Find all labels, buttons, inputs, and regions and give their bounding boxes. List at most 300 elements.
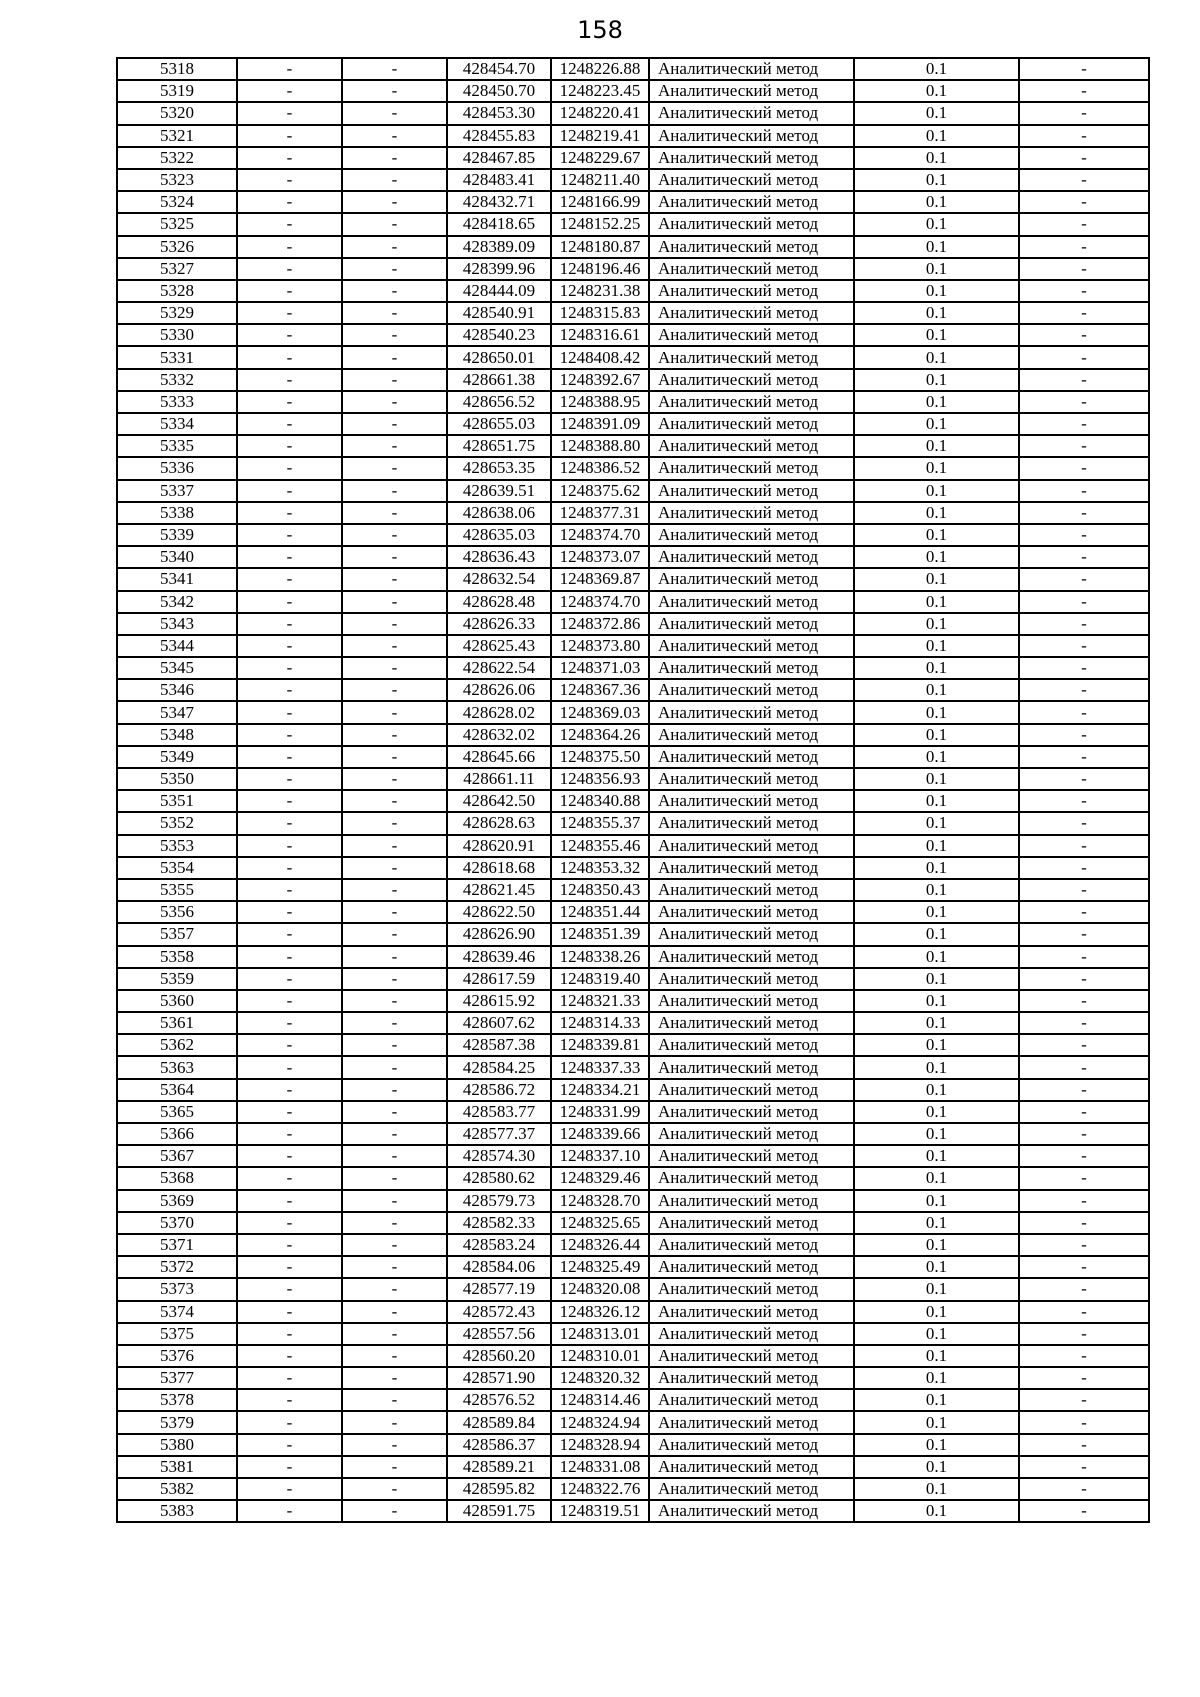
- point-number-cell: 5364: [117, 1079, 237, 1101]
- point-number-cell: 5323: [117, 169, 237, 191]
- method-cell: Аналитический метод: [649, 1101, 854, 1123]
- point-number-cell: 5346: [117, 679, 237, 701]
- x-coordinate-cell: 428450.70: [447, 80, 551, 102]
- dash-cell: -: [342, 236, 447, 258]
- x-coordinate-cell: 428635.03: [447, 524, 551, 546]
- point-number-cell: 5373: [117, 1278, 237, 1300]
- method-cell: Аналитический метод: [649, 1500, 854, 1522]
- dash-cell: -: [1019, 369, 1149, 391]
- point-number-cell: 5321: [117, 125, 237, 147]
- point-number-cell: 5369: [117, 1190, 237, 1212]
- x-coordinate-cell: 428650.01: [447, 346, 551, 368]
- method-cell: Аналитический метод: [649, 435, 854, 457]
- point-number-cell: 5343: [117, 613, 237, 635]
- dash-cell: -: [237, 413, 342, 435]
- x-coordinate-cell: 428651.75: [447, 435, 551, 457]
- table-row: [117, 1389, 1149, 1411]
- x-coordinate-cell: 428453.30: [447, 102, 551, 124]
- table-row: [117, 923, 1149, 945]
- method-cell: Аналитический метод: [649, 1190, 854, 1212]
- coordinates-table: [116, 57, 1150, 1523]
- point-number-cell: 5372: [117, 1256, 237, 1278]
- dash-cell: -: [342, 790, 447, 812]
- dash-cell: -: [1019, 1167, 1149, 1189]
- precision-cell: 0.1: [854, 369, 1019, 391]
- dash-cell: -: [342, 1500, 447, 1522]
- method-cell: Аналитический метод: [649, 857, 854, 879]
- point-number-cell: 5353: [117, 835, 237, 857]
- table-row: [117, 724, 1149, 746]
- table-row: [117, 191, 1149, 213]
- dash-cell: -: [1019, 280, 1149, 302]
- table-row: [117, 968, 1149, 990]
- x-coordinate-cell: 428577.37: [447, 1123, 551, 1145]
- method-cell: Аналитический метод: [649, 679, 854, 701]
- dash-cell: -: [237, 435, 342, 457]
- dash-cell: -: [237, 369, 342, 391]
- x-coordinate-cell: 428454.70: [447, 58, 551, 80]
- dash-cell: -: [237, 1034, 342, 1056]
- x-coordinate-cell: 428622.50: [447, 901, 551, 923]
- dash-cell: -: [1019, 1500, 1149, 1522]
- method-cell: Аналитический метод: [649, 524, 854, 546]
- point-number-cell: 5357: [117, 923, 237, 945]
- dash-cell: -: [342, 635, 447, 657]
- dash-cell: -: [237, 679, 342, 701]
- table-row: [117, 369, 1149, 391]
- dash-cell: -: [342, 1256, 447, 1278]
- y-coordinate-cell: 1248339.66: [551, 1123, 649, 1145]
- dash-cell: -: [237, 1500, 342, 1522]
- x-coordinate-cell: 428586.72: [447, 1079, 551, 1101]
- precision-cell: 0.1: [854, 901, 1019, 923]
- method-cell: Аналитический метод: [649, 1034, 854, 1056]
- precision-cell: 0.1: [854, 391, 1019, 413]
- x-coordinate-cell: 428607.62: [447, 1012, 551, 1034]
- method-cell: Аналитический метод: [649, 102, 854, 124]
- method-cell: Аналитический метод: [649, 169, 854, 191]
- point-number-cell: 5366: [117, 1123, 237, 1145]
- point-number-cell: 5325: [117, 213, 237, 235]
- precision-cell: 0.1: [854, 1101, 1019, 1123]
- y-coordinate-cell: 1248220.41: [551, 102, 649, 124]
- y-coordinate-cell: 1248373.80: [551, 635, 649, 657]
- table-row: [117, 324, 1149, 346]
- dash-cell: -: [1019, 1256, 1149, 1278]
- method-cell: Аналитический метод: [649, 923, 854, 945]
- precision-cell: 0.1: [854, 879, 1019, 901]
- y-coordinate-cell: 1248337.33: [551, 1056, 649, 1078]
- x-coordinate-cell: 428576.52: [447, 1389, 551, 1411]
- precision-cell: 0.1: [854, 435, 1019, 457]
- y-coordinate-cell: 1248328.70: [551, 1190, 649, 1212]
- precision-cell: 0.1: [854, 1234, 1019, 1256]
- dash-cell: -: [342, 302, 447, 324]
- method-cell: Аналитический метод: [649, 58, 854, 80]
- y-coordinate-cell: 1248324.94: [551, 1411, 649, 1433]
- x-coordinate-cell: 428418.65: [447, 213, 551, 235]
- dash-cell: -: [342, 746, 447, 768]
- table-row: [117, 1079, 1149, 1101]
- y-coordinate-cell: 1248322.76: [551, 1478, 649, 1500]
- table-row: [117, 1323, 1149, 1345]
- table-row: [117, 1345, 1149, 1367]
- point-number-cell: 5324: [117, 191, 237, 213]
- dash-cell: -: [1019, 857, 1149, 879]
- precision-cell: 0.1: [854, 591, 1019, 613]
- precision-cell: 0.1: [854, 968, 1019, 990]
- method-cell: Аналитический метод: [649, 324, 854, 346]
- dash-cell: -: [342, 1123, 447, 1145]
- point-number-cell: 5370: [117, 1212, 237, 1234]
- table-row: [117, 1500, 1149, 1522]
- precision-cell: 0.1: [854, 1212, 1019, 1234]
- dash-cell: -: [237, 1411, 342, 1433]
- y-coordinate-cell: 1248408.42: [551, 346, 649, 368]
- dash-cell: -: [1019, 302, 1149, 324]
- dash-cell: -: [1019, 502, 1149, 524]
- point-number-cell: 5331: [117, 346, 237, 368]
- dash-cell: -: [237, 701, 342, 723]
- dash-cell: -: [237, 391, 342, 413]
- table-row: [117, 1478, 1149, 1500]
- x-coordinate-cell: 428628.48: [447, 591, 551, 613]
- table-row: [117, 480, 1149, 502]
- dash-cell: -: [342, 1389, 447, 1411]
- dash-cell: -: [342, 1301, 447, 1323]
- dash-cell: -: [342, 568, 447, 590]
- precision-cell: 0.1: [854, 1190, 1019, 1212]
- precision-cell: 0.1: [854, 1389, 1019, 1411]
- method-cell: Аналитический метод: [649, 591, 854, 613]
- table-row: [117, 391, 1149, 413]
- method-cell: Аналитический метод: [649, 258, 854, 280]
- table-row: [117, 701, 1149, 723]
- x-coordinate-cell: 428589.21: [447, 1456, 551, 1478]
- point-number-cell: 5378: [117, 1389, 237, 1411]
- dash-cell: -: [237, 1456, 342, 1478]
- dash-cell: -: [1019, 1212, 1149, 1234]
- y-coordinate-cell: 1248391.09: [551, 413, 649, 435]
- table-row: [117, 1145, 1149, 1167]
- point-number-cell: 5347: [117, 701, 237, 723]
- method-cell: Аналитический метод: [649, 502, 854, 524]
- point-number-cell: 5363: [117, 1056, 237, 1078]
- point-number-cell: 5319: [117, 80, 237, 102]
- dash-cell: -: [237, 480, 342, 502]
- precision-cell: 0.1: [854, 1167, 1019, 1189]
- dash-cell: -: [237, 1190, 342, 1212]
- point-number-cell: 5320: [117, 102, 237, 124]
- dash-cell: -: [1019, 236, 1149, 258]
- method-cell: Аналитический метод: [649, 768, 854, 790]
- method-cell: Аналитический метод: [649, 1234, 854, 1256]
- dash-cell: -: [237, 324, 342, 346]
- precision-cell: 0.1: [854, 857, 1019, 879]
- precision-cell: 0.1: [854, 1411, 1019, 1433]
- table-row: [117, 1212, 1149, 1234]
- dash-cell: -: [237, 613, 342, 635]
- dash-cell: -: [237, 835, 342, 857]
- table-row: [117, 346, 1149, 368]
- method-cell: Аналитический метод: [649, 1056, 854, 1078]
- y-coordinate-cell: 1248388.80: [551, 435, 649, 457]
- dash-cell: -: [342, 480, 447, 502]
- precision-cell: 0.1: [854, 1056, 1019, 1078]
- precision-cell: 0.1: [854, 191, 1019, 213]
- dash-cell: -: [237, 724, 342, 746]
- method-cell: Аналитический метод: [649, 213, 854, 235]
- dash-cell: -: [342, 657, 447, 679]
- point-number-cell: 5336: [117, 457, 237, 479]
- method-cell: Аналитический метод: [649, 812, 854, 834]
- method-cell: Аналитический метод: [649, 946, 854, 968]
- y-coordinate-cell: 1248231.38: [551, 280, 649, 302]
- method-cell: Аналитический метод: [649, 1345, 854, 1367]
- table-row: [117, 147, 1149, 169]
- dash-cell: -: [237, 1278, 342, 1300]
- method-cell: Аналитический метод: [649, 790, 854, 812]
- method-cell: Аналитический метод: [649, 1079, 854, 1101]
- coordinates-table-body: [117, 58, 1149, 1522]
- method-cell: Аналитический метод: [649, 1367, 854, 1389]
- precision-cell: 0.1: [854, 1012, 1019, 1034]
- point-number-cell: 5367: [117, 1145, 237, 1167]
- y-coordinate-cell: 1248226.88: [551, 58, 649, 80]
- dash-cell: -: [1019, 480, 1149, 502]
- dash-cell: -: [237, 1123, 342, 1145]
- dash-cell: -: [237, 879, 342, 901]
- x-coordinate-cell: 428389.09: [447, 236, 551, 258]
- y-coordinate-cell: 1248325.65: [551, 1212, 649, 1234]
- x-coordinate-cell: 428639.51: [447, 480, 551, 502]
- table-row: [117, 990, 1149, 1012]
- precision-cell: 0.1: [854, 524, 1019, 546]
- dash-cell: -: [1019, 613, 1149, 635]
- table-row: [117, 835, 1149, 857]
- precision-cell: 0.1: [854, 990, 1019, 1012]
- precision-cell: 0.1: [854, 679, 1019, 701]
- dash-cell: -: [1019, 1278, 1149, 1300]
- dash-cell: -: [1019, 346, 1149, 368]
- table-row: [117, 1278, 1149, 1300]
- dash-cell: -: [1019, 1056, 1149, 1078]
- dash-cell: -: [342, 613, 447, 635]
- dash-cell: -: [237, 58, 342, 80]
- dash-cell: -: [237, 302, 342, 324]
- y-coordinate-cell: 1248337.10: [551, 1145, 649, 1167]
- y-coordinate-cell: 1248310.01: [551, 1345, 649, 1367]
- point-number-cell: 5383: [117, 1500, 237, 1522]
- dash-cell: -: [342, 258, 447, 280]
- method-cell: Аналитический метод: [649, 1212, 854, 1234]
- x-coordinate-cell: 428444.09: [447, 280, 551, 302]
- x-coordinate-cell: 428628.02: [447, 701, 551, 723]
- dash-cell: -: [1019, 391, 1149, 413]
- method-cell: Аналитический метод: [649, 391, 854, 413]
- table-row: [117, 768, 1149, 790]
- x-coordinate-cell: 428591.75: [447, 1500, 551, 1522]
- precision-cell: 0.1: [854, 1145, 1019, 1167]
- precision-cell: 0.1: [854, 147, 1019, 169]
- table-row: [117, 1411, 1149, 1433]
- y-coordinate-cell: 1248315.83: [551, 302, 649, 324]
- dash-cell: -: [237, 1256, 342, 1278]
- dash-cell: -: [237, 102, 342, 124]
- dash-cell: -: [237, 524, 342, 546]
- dash-cell: -: [342, 58, 447, 80]
- dash-cell: -: [237, 546, 342, 568]
- dash-cell: -: [342, 1167, 447, 1189]
- y-coordinate-cell: 1248331.08: [551, 1456, 649, 1478]
- dash-cell: -: [237, 1345, 342, 1367]
- method-cell: Аналитический метод: [649, 657, 854, 679]
- x-coordinate-cell: 428574.30: [447, 1145, 551, 1167]
- table-row: [117, 746, 1149, 768]
- table-row: [117, 635, 1149, 657]
- point-number-cell: 5338: [117, 502, 237, 524]
- precision-cell: 0.1: [854, 724, 1019, 746]
- table-row: [117, 1123, 1149, 1145]
- x-coordinate-cell: 428540.23: [447, 324, 551, 346]
- x-coordinate-cell: 428661.38: [447, 369, 551, 391]
- method-cell: Аналитический метод: [649, 1256, 854, 1278]
- method-cell: Аналитический метод: [649, 125, 854, 147]
- dash-cell: -: [237, 790, 342, 812]
- dash-cell: -: [342, 524, 447, 546]
- point-number-cell: 5341: [117, 568, 237, 590]
- x-coordinate-cell: 428399.96: [447, 258, 551, 280]
- x-coordinate-cell: 428621.45: [447, 879, 551, 901]
- table-row: [117, 236, 1149, 258]
- precision-cell: 0.1: [854, 457, 1019, 479]
- dash-cell: -: [237, 1301, 342, 1323]
- dash-cell: -: [237, 1056, 342, 1078]
- dash-cell: -: [342, 346, 447, 368]
- x-coordinate-cell: 428432.71: [447, 191, 551, 213]
- dash-cell: -: [1019, 1434, 1149, 1456]
- x-coordinate-cell: 428655.03: [447, 413, 551, 435]
- x-coordinate-cell: 428467.85: [447, 147, 551, 169]
- x-coordinate-cell: 428557.56: [447, 1323, 551, 1345]
- dash-cell: -: [342, 1101, 447, 1123]
- y-coordinate-cell: 1248355.37: [551, 812, 649, 834]
- precision-cell: 0.1: [854, 657, 1019, 679]
- dash-cell: -: [342, 546, 447, 568]
- point-number-cell: 5359: [117, 968, 237, 990]
- dash-cell: -: [342, 169, 447, 191]
- dash-cell: -: [342, 80, 447, 102]
- y-coordinate-cell: 1248355.46: [551, 835, 649, 857]
- x-coordinate-cell: 428571.90: [447, 1367, 551, 1389]
- dash-cell: -: [342, 835, 447, 857]
- table-row: [117, 1367, 1149, 1389]
- dash-cell: -: [1019, 701, 1149, 723]
- x-coordinate-cell: 428589.84: [447, 1411, 551, 1433]
- y-coordinate-cell: 1248369.87: [551, 568, 649, 590]
- x-coordinate-cell: 428626.33: [447, 613, 551, 635]
- dash-cell: -: [237, 568, 342, 590]
- method-cell: Аналитический метод: [649, 1411, 854, 1433]
- method-cell: Аналитический метод: [649, 879, 854, 901]
- point-number-cell: 5368: [117, 1167, 237, 1189]
- dash-cell: -: [237, 280, 342, 302]
- table-row: [117, 125, 1149, 147]
- precision-cell: 0.1: [854, 546, 1019, 568]
- precision-cell: 0.1: [854, 1256, 1019, 1278]
- x-coordinate-cell: 428560.20: [447, 1345, 551, 1367]
- point-number-cell: 5360: [117, 990, 237, 1012]
- x-coordinate-cell: 428642.50: [447, 790, 551, 812]
- dash-cell: -: [237, 1101, 342, 1123]
- dash-cell: -: [237, 502, 342, 524]
- dash-cell: -: [342, 901, 447, 923]
- dash-cell: -: [1019, 413, 1149, 435]
- method-cell: Аналитический метод: [649, 635, 854, 657]
- y-coordinate-cell: 1248319.51: [551, 1500, 649, 1522]
- dash-cell: -: [237, 1234, 342, 1256]
- dash-cell: -: [237, 1478, 342, 1500]
- precision-cell: 0.1: [854, 1123, 1019, 1145]
- method-cell: Аналитический метод: [649, 724, 854, 746]
- dash-cell: -: [1019, 1034, 1149, 1056]
- precision-cell: 0.1: [854, 1456, 1019, 1478]
- precision-cell: 0.1: [854, 946, 1019, 968]
- precision-cell: 0.1: [854, 346, 1019, 368]
- table-row: [117, 280, 1149, 302]
- y-coordinate-cell: 1248375.50: [551, 746, 649, 768]
- method-cell: Аналитический метод: [649, 1145, 854, 1167]
- point-number-cell: 5332: [117, 369, 237, 391]
- method-cell: Аналитический метод: [649, 746, 854, 768]
- x-coordinate-cell: 428584.06: [447, 1256, 551, 1278]
- y-coordinate-cell: 1248372.86: [551, 613, 649, 635]
- dash-cell: -: [342, 923, 447, 945]
- dash-cell: -: [342, 879, 447, 901]
- point-number-cell: 5322: [117, 147, 237, 169]
- y-coordinate-cell: 1248316.61: [551, 324, 649, 346]
- dash-cell: -: [237, 258, 342, 280]
- y-coordinate-cell: 1248326.44: [551, 1234, 649, 1256]
- y-coordinate-cell: 1248166.99: [551, 191, 649, 213]
- precision-cell: 0.1: [854, 812, 1019, 834]
- point-number-cell: 5354: [117, 857, 237, 879]
- precision-cell: 0.1: [854, 1278, 1019, 1300]
- dash-cell: -: [342, 1411, 447, 1433]
- method-cell: Аналитический метод: [649, 1301, 854, 1323]
- dash-cell: -: [1019, 1301, 1149, 1323]
- y-coordinate-cell: 1248386.52: [551, 457, 649, 479]
- table-row: [117, 812, 1149, 834]
- dash-cell: -: [237, 1167, 342, 1189]
- table-row: [117, 1034, 1149, 1056]
- dash-cell: -: [1019, 1123, 1149, 1145]
- y-coordinate-cell: 1248196.46: [551, 258, 649, 280]
- dash-cell: -: [1019, 324, 1149, 346]
- precision-cell: 0.1: [854, 1034, 1019, 1056]
- table-row: [117, 302, 1149, 324]
- dash-cell: -: [237, 1079, 342, 1101]
- precision-cell: 0.1: [854, 1367, 1019, 1389]
- method-cell: Аналитический метод: [649, 346, 854, 368]
- dash-cell: -: [342, 1034, 447, 1056]
- dash-cell: -: [1019, 790, 1149, 812]
- method-cell: Аналитический метод: [649, 413, 854, 435]
- dash-cell: -: [342, 1012, 447, 1034]
- dash-cell: -: [342, 413, 447, 435]
- precision-cell: 0.1: [854, 413, 1019, 435]
- dash-cell: -: [1019, 258, 1149, 280]
